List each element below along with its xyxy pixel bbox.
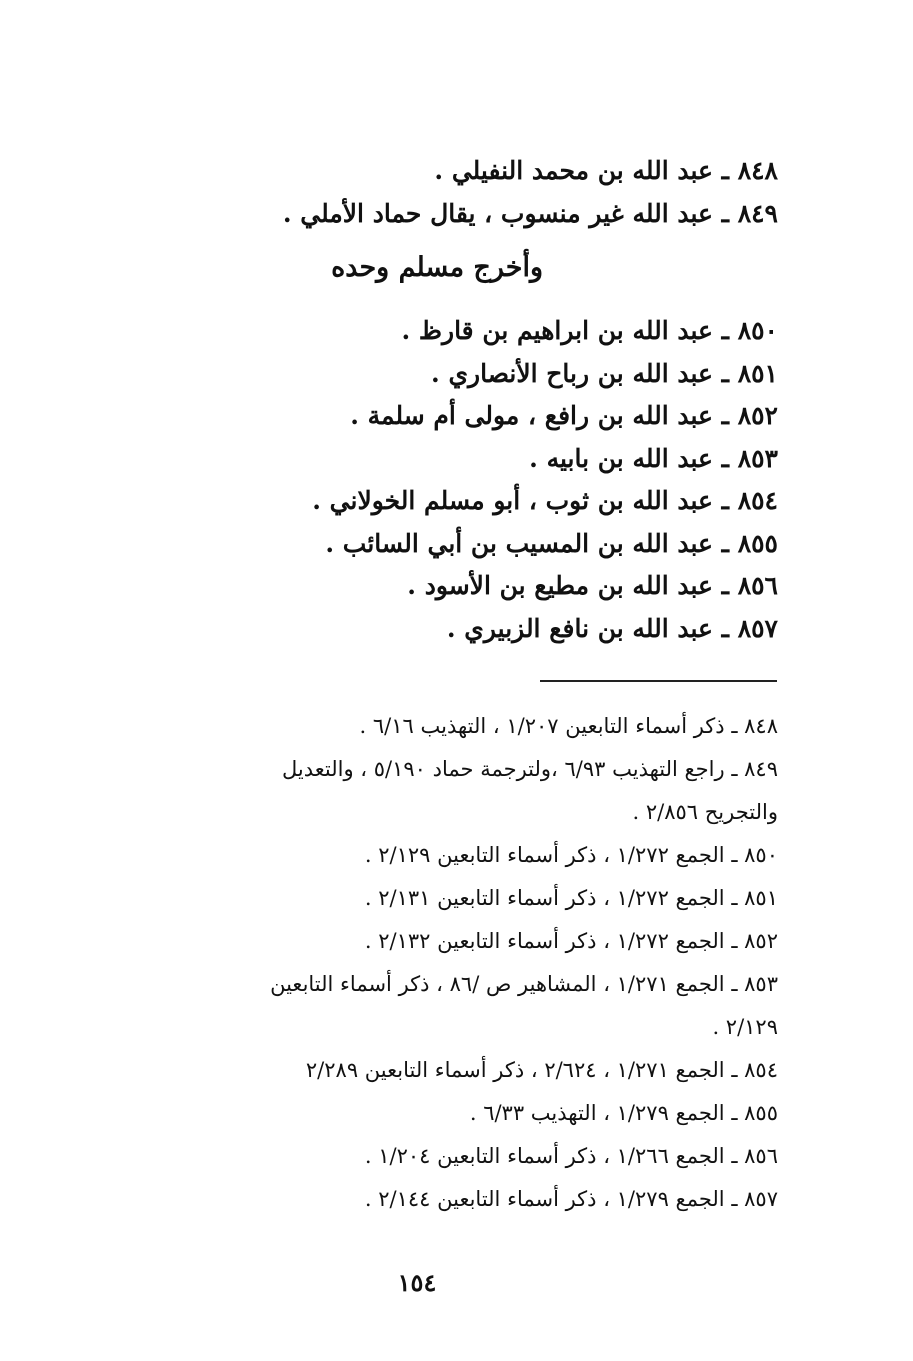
footnote-divider xyxy=(540,680,777,682)
footnote-text: ٨٥٠ ـ الجمع ١/٢٧٢ ، ذكر أسماء التابعين ٢/١٢٩ . xyxy=(364,843,778,867)
footnote-851 xyxy=(88,877,778,920)
page-number: ١٥٤ xyxy=(397,1268,437,1297)
footnote-850 xyxy=(88,834,778,877)
footnote-849 xyxy=(88,748,778,834)
footnote-text: ٨٤٩ ـ راجع التهذيب ٦/٩٣ ،ولترجمة حماد ٥/١٩٠ ، والتعديل xyxy=(282,757,778,781)
footnote-text: ٨٥٥ ـ الجمع ١/٢٧٩ ، التهذيب ٦/٣٣ . xyxy=(469,1101,778,1125)
entry-852: ٨٥٢ ـ عبد الله بن رافع ، مولى أم سلمة . xyxy=(350,401,778,430)
entry-849: ٨٤٩ ـ عبد الله غير منسوب ، يقال حماد الأملي . xyxy=(282,198,778,228)
footnote-continuation: ٢/١٢٩ . xyxy=(712,1015,778,1039)
entry-855: ٨٥٥ ـ عبد الله بن المسيب بن أبي السائب . xyxy=(325,528,778,558)
entry-848: ٨٤٨ ـ عبد الله بن محمد النفيلي . xyxy=(434,156,778,185)
entry-list-muslim xyxy=(78,310,778,650)
footnote-text: ٨٥٢ ـ الجمع ١/٢٧٢ ، ذكر أسماء التابعين ٢/١٣٢ . xyxy=(364,929,778,953)
footnote-text: ٨٥١ ـ الجمع ١/٢٧٢ ، ذكر أسماء التابعين ٢/١٣١ . xyxy=(364,886,778,910)
footnote-854 xyxy=(88,1049,778,1092)
footnote-853 xyxy=(88,963,778,1049)
entry-856: ٨٥٦ ـ عبد الله بن مطيع بن الأسود . xyxy=(407,571,778,600)
footnote-text: ٨٥٣ ـ الجمع ١/٢٧١ ، المشاهير ص /٨٦ ، ذكر أسماء التابعين xyxy=(270,972,778,996)
footnote-text: ٨٥٧ ـ الجمع ١/٢٧٩ ، ذكر أسماء التابعين ٢/١٤٤ . xyxy=(364,1187,778,1211)
entry-list-top xyxy=(78,150,778,235)
footnote-855 xyxy=(88,1092,778,1135)
footnote-856 xyxy=(88,1135,778,1178)
footnote-857 xyxy=(88,1178,778,1221)
footnotes xyxy=(88,705,778,1221)
entry-853: ٨٥٣ ـ عبد الله بن بابيه . xyxy=(529,443,778,473)
entry-854: ٨٥٤ ـ عبد الله بن ثوب ، أبو مسلم الخولاني . xyxy=(312,486,778,515)
section-heading: وأخرج مسلم وحده xyxy=(331,252,543,283)
footnote-text: ٨٥٤ ـ الجمع ١/٢٧١ ، ٢/٦٢٤ ، ذكر أسماء التابعين ٢/٢٨٩ xyxy=(305,1058,778,1082)
footnote-852 xyxy=(88,920,778,963)
footnote-848 xyxy=(88,705,778,748)
entry-850: ٨٥٠ ـ عبد الله بن ابراهيم بن قارظ . xyxy=(401,316,778,345)
footnote-text: ٨٤٨ ـ ذكر أسماء التابعين ١/٢٠٧ ، التهذيب ٦/١٦ . xyxy=(359,714,778,738)
entry-851: ٨٥١ ـ عبد الله بن رباح الأنصاري . xyxy=(431,358,778,388)
footnote-text: ٨٥٦ ـ الجمع ١/٢٦٦ ، ذكر أسماء التابعين ١/٢٠٤ . xyxy=(364,1144,778,1168)
entry-857: ٨٥٧ ـ عبد الله بن نافع الزبيري . xyxy=(446,613,778,643)
footnote-continuation: والتجريح ٢/٨٥٦ . xyxy=(632,800,778,824)
